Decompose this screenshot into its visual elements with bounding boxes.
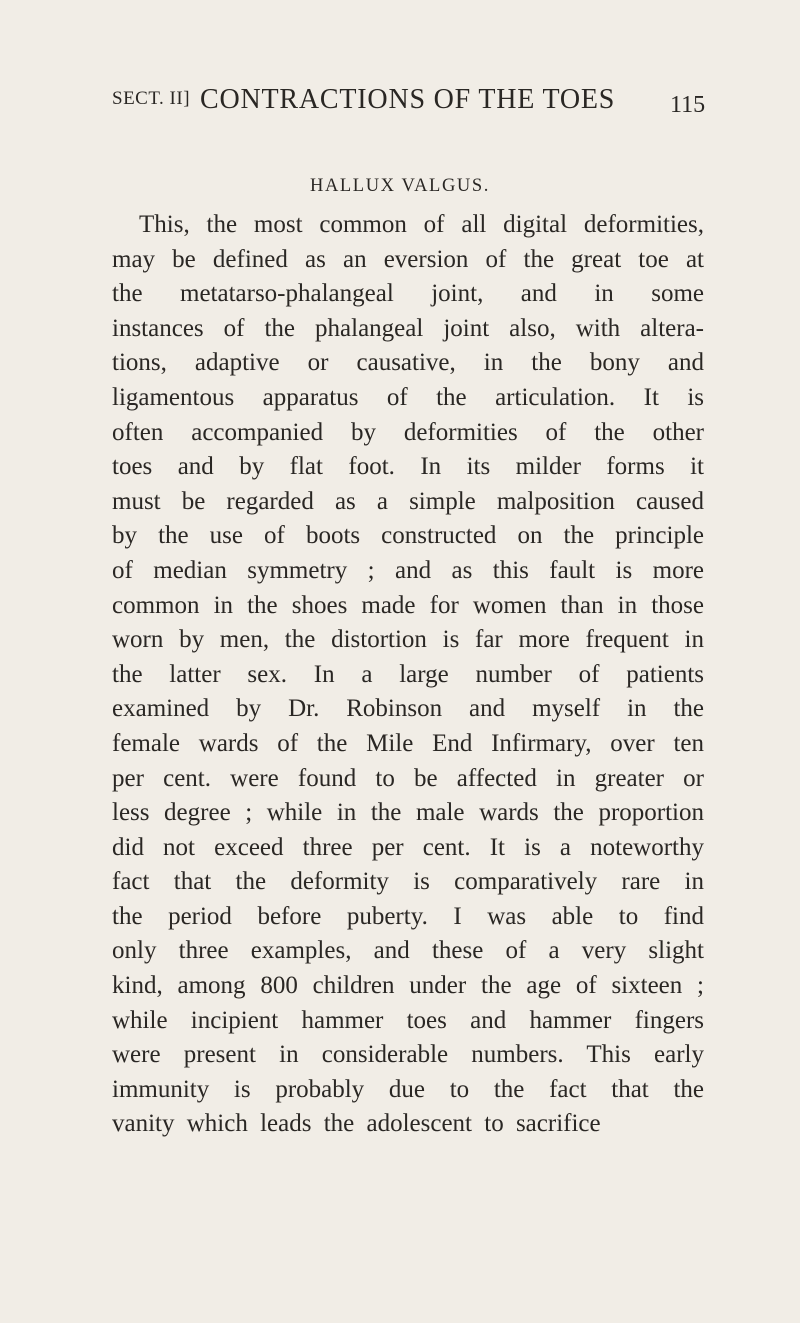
text-line: by the use of boots constructed on the principle (112, 522, 704, 550)
text-line: tions, adaptive or causative, in the bony and (112, 349, 704, 377)
text-line: the latter sex. In a large number of patients (112, 660, 704, 688)
text-line: female wards of the Mile End Infirmary, over ten (112, 729, 704, 757)
text-line: instances of the phalangeal joint also, with altera- (112, 314, 704, 342)
chapter-title: CONTRACTIONS OF THE TOES (200, 84, 616, 115)
text-line: fact that the deformity is comparatively rare in (112, 868, 704, 896)
text-line: may be defined as an eversion of the great toe at (112, 245, 704, 273)
text-line: less degree ; while in the male wards the proportion (112, 799, 704, 827)
section-marker: SECT. II] (112, 88, 191, 109)
running-head (112, 84, 704, 124)
text-line: of median symmetry ; and as this fault is more (112, 556, 704, 584)
text-line: the period before puberty. I was able to find (112, 902, 704, 930)
section-heading: HALLUX VALGUS. (309, 176, 490, 196)
text-line: kind, among 800 children under the age of sixteen ; (112, 972, 704, 1000)
text-line: often accompanied by deformities of the other (112, 418, 704, 446)
text-line: were present in considerable numbers. This early (112, 1041, 704, 1069)
text-line: vanity which leads the adolescent to sacrifice (112, 1110, 601, 1138)
text-line: immunity is probably due to the fact that the (112, 1075, 704, 1103)
text-line: examined by Dr. Robinson and myself in the (112, 695, 704, 723)
text-line: This, the most common of all digital deformities, (139, 211, 704, 238)
text-line: ligamentous apparatus of the articulation. It is (112, 383, 704, 411)
text-line: worn by men, the distortion is far more frequent in (112, 626, 704, 654)
text-line: common in the shoes made for women than in those (112, 591, 704, 619)
text-line: the metatarso-phalangeal joint, and in some (112, 280, 704, 308)
text-line: only three examples, and these of a very slight (112, 937, 704, 965)
body-paragraph (112, 208, 704, 1142)
page-number: 115 (670, 92, 706, 118)
text-line: while incipient hammer toes and hammer fingers (112, 1006, 704, 1034)
text-line: per cent. were found to be affected in greater or (112, 764, 704, 792)
text-line: must be regarded as a simple malposition caused (112, 487, 704, 515)
text-line: toes and by flat foot. In its milder forms it (112, 453, 704, 481)
text-line: did not exceed three per cent. It is a noteworthy (112, 833, 704, 861)
